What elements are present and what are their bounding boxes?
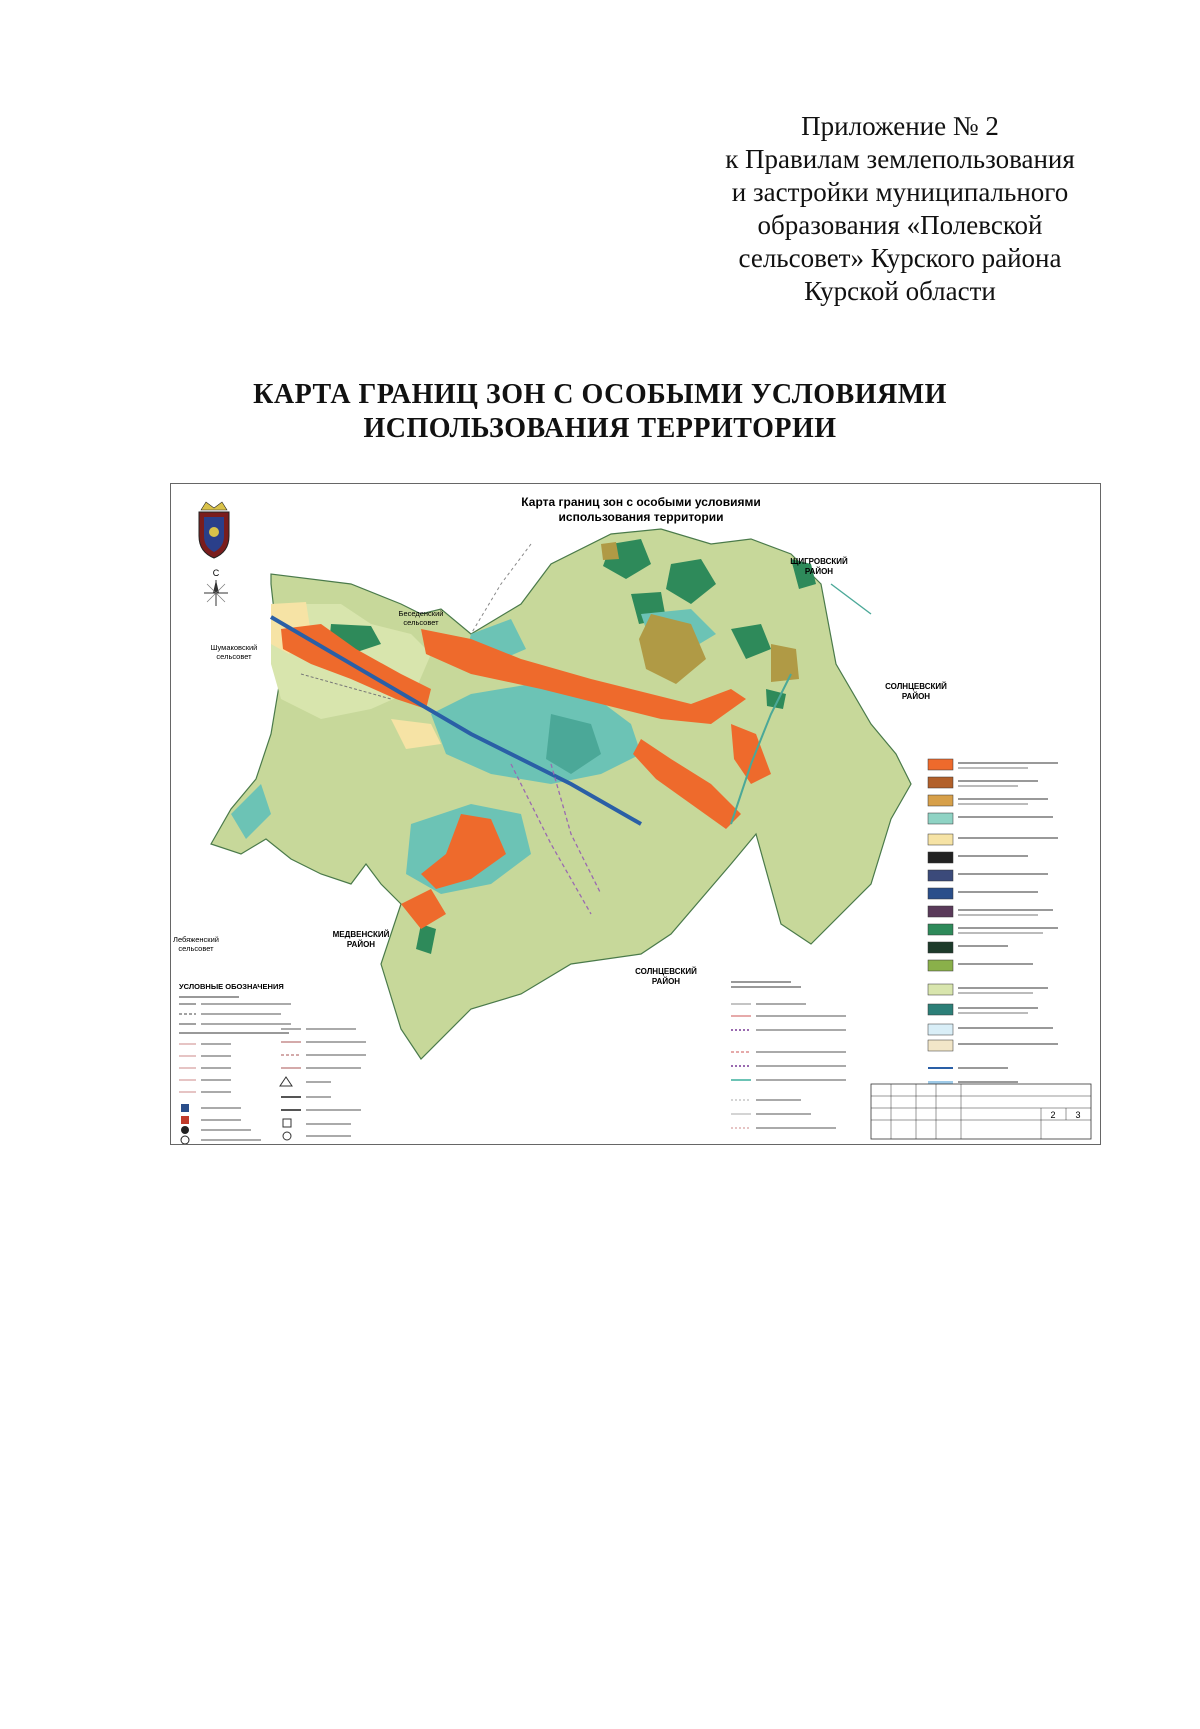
- annex-line: сельсовет» Курского района: [738, 243, 1062, 273]
- coat-of-arms-icon: [199, 502, 229, 558]
- document-title-line: КАРТА ГРАНИЦ ЗОН С ОСОБЫМИ УСЛОВИЯМИ: [253, 379, 947, 410]
- region-label: РАЙОН: [804, 567, 834, 576]
- document-title-line: ИСПОЛЬЗОВАНИЯ ТЕРРИТОРИИ: [363, 413, 837, 444]
- annex-line: Курской области: [804, 276, 996, 306]
- region-label: сельсовет: [216, 652, 252, 661]
- region-label: ЩИГРОВСКИЙ: [790, 557, 848, 566]
- map-canvas: [171, 484, 1100, 1144]
- legend-symbols: [179, 982, 291, 1144]
- olive-zone-area: [601, 542, 619, 560]
- region-label: СОЛНЦЕВСКИЙ: [885, 682, 947, 691]
- compass-north-label: С: [212, 568, 220, 578]
- region-label: РАЙОН: [901, 692, 931, 701]
- title-block: [871, 1084, 1091, 1139]
- olive-zone-area: [771, 644, 799, 682]
- legend-zones: [928, 759, 1058, 1084]
- document-title: [150, 378, 1050, 446]
- map-title: использования территории: [558, 510, 724, 524]
- region-label: Шумаковский: [210, 643, 258, 652]
- annex-line: образования «Полевской: [757, 210, 1043, 240]
- region-label: РАЙОН: [651, 977, 681, 986]
- region-label: Лебяженский: [173, 935, 219, 944]
- region-label: РАЙОН: [346, 940, 376, 949]
- compass-icon: [204, 568, 228, 606]
- annex-header: [700, 110, 1100, 308]
- annex-line: к Правилам землепользования: [725, 144, 1075, 174]
- region-label: Беседенский: [398, 609, 444, 618]
- sheet-number: 2: [1050, 1110, 1056, 1120]
- region-label: сельсовет: [178, 944, 214, 953]
- legend-lines: [280, 981, 846, 1140]
- map-title: Карта границ зон с особыми условиями: [521, 495, 761, 509]
- sheet-total: 3: [1075, 1110, 1081, 1120]
- region-label: СОЛНЦЕВСКИЙ: [635, 967, 697, 976]
- region-label: МЕДВЕНСКИЙ: [332, 930, 390, 939]
- river-line: [831, 584, 871, 614]
- legend-title: УСЛОВНЫЕ ОБОЗНАЧЕНИЯ: [179, 982, 284, 991]
- zone-map: [170, 483, 1101, 1145]
- region-label: сельсовет: [403, 618, 439, 627]
- annex-line: Приложение № 2: [801, 111, 999, 141]
- annex-line: и застройки муниципального: [731, 177, 1069, 207]
